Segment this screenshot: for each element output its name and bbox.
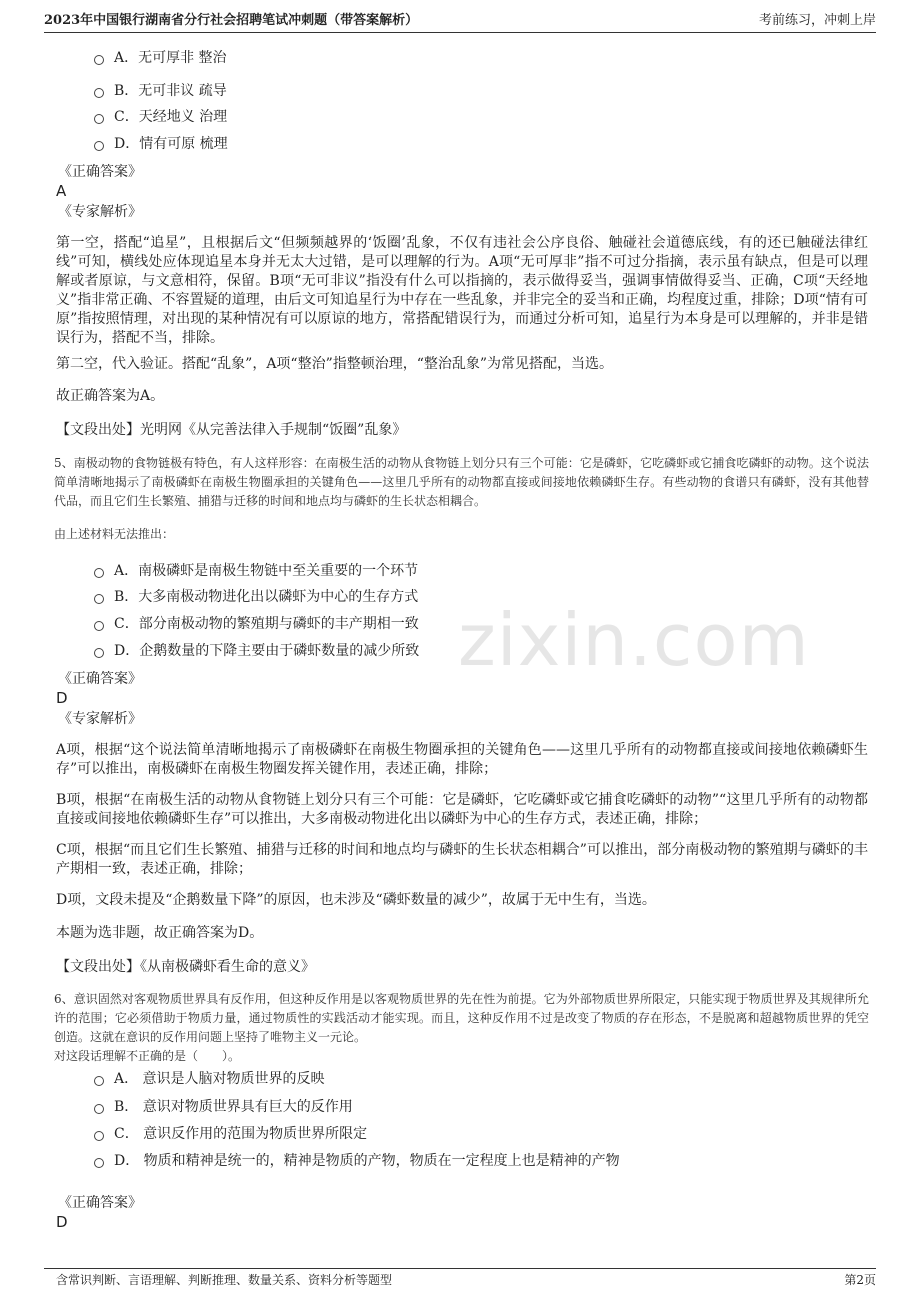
option-text: C． 意识反作用的范围为物质世界所限定	[114, 1126, 368, 1142]
option-text: B．无可非议 疏导	[114, 83, 227, 99]
q5-analysis-d: D项，文段未提及“企鹅数量下降”的原因，也未涉及“磷虾数量的减少”，故属于无中生有，当选。	[56, 892, 656, 908]
q5-option-b[interactable]	[94, 587, 418, 607]
radio-icon	[94, 1131, 104, 1141]
q4-option-d[interactable]	[94, 134, 228, 154]
q5-analysis-c: C项，根据“而且它们生长繁殖、捕猎与迁移的时间和地点均与磷虾的生长状态相耦合”可以推出，部分南极动物的繁殖期与磷虾的丰产期相一致，表述正确，排除；	[56, 842, 868, 877]
q4-analysis-para-2: 第二空，代入验证。搭配“乱象”，A项“整治”指整顿治理，“整治乱象”为常见搭配，当选。	[56, 356, 614, 372]
option-text: C．部分南极动物的繁殖期与磷虾的丰产期相一致	[114, 616, 419, 632]
radio-icon	[94, 141, 104, 151]
q5-analysis-a: A项，根据“这个说法简单清晰地揭示了南极磷虾在南极生物圈承担的关键角色——这里几乎所有的动物都直接或间接地依赖磷虾生存”可以推出，南极磷虾在南极生物圈发挥关键作用，表述正确，排除；	[56, 742, 868, 777]
option-text: B．大多南极动物进化出以磷虾为中心的生存方式	[114, 589, 419, 605]
watermark: zixin.com	[458, 598, 810, 682]
q5-answer: D	[56, 689, 68, 707]
option-text: A．无可厚非 整治	[114, 50, 227, 66]
page-footer	[44, 1268, 876, 1291]
footer-question-types: 含常识判断、言语理解、判断推理、数量关系、资料分析等题型	[56, 1273, 393, 1287]
q5-option-a[interactable]	[94, 561, 418, 581]
option-text: D． 物质和精神是统一的，精神是物质的产物，物质在一定程度上也是精神的产物	[114, 1153, 620, 1169]
q5-analysis-b: B项，根据“在南极生活的动物从食物链上划分只有三个可能：它是磷虾，它吃磷虾或它捕食吃磷虾的动物”“这里几乎所有的动物都直接或间接地依赖磷虾生存”可以推出，大多南极动物进化出以磷虾为中心的生存方式，表述正确，排除；	[56, 792, 868, 827]
q5-option-d[interactable]	[94, 641, 419, 661]
radio-icon	[94, 1158, 104, 1168]
q5-question: 由上述材料无法推出：	[54, 527, 175, 541]
q6-option-d[interactable]	[94, 1151, 620, 1171]
page-header	[44, 10, 876, 33]
option-text: A． 意识是人脑对物质世界的反映	[114, 1071, 325, 1087]
option-text: D．情有可原 梳理	[114, 136, 228, 152]
q4-answer: A	[56, 182, 67, 200]
radio-icon	[94, 594, 104, 604]
q5-analysis-conclusion: 本题为选非题，故正确答案为D。	[56, 925, 264, 941]
radio-icon	[94, 1076, 104, 1086]
q4-analysis-label: 《专家解析》	[58, 204, 142, 220]
q5-answer-label: 《正确答案》	[58, 671, 142, 687]
radio-icon	[94, 1104, 104, 1114]
q5-source: 【文段出处】《从南极磷虾看生命的意义》	[56, 959, 315, 975]
radio-icon	[94, 621, 104, 631]
q4-option-c[interactable]	[94, 107, 227, 127]
option-text: D．企鹅数量的下降主要由于磷虾数量的减少所致	[114, 643, 420, 659]
q4-answer-label: 《正确答案》	[58, 164, 142, 180]
q6-answer: D	[56, 1213, 68, 1231]
q4-analysis-para-1: 第一空，搭配“追星”，且根据后文“但频频越界的‘饭圈’乱象，不仅有违社会公序良俗、触碰社会道德底线，有的还已触碰法律红线”可知，横线处应体现追星本身并无太大过错，是可以理解的行为。A项“无可厚非”指不可过分指摘，表示虽有缺点，但是可以理解或者原谅，与文意相符，保留。B项“无可非议”指没有什么可以指摘的，表示做得妥当，强调事情做得妥当、正确，C项“天经地义”指非常正确、不容置疑的道理，由后文可知追星行为中存在一些乱象，并非完全的妥当和正确，均程度过重，排除；D项“情有可原”指按照情理，对出现的某种情况有可以原谅的地方，常搭配错误行为，而通过分析可知，追星行为本身是可以理解的，并非是错误行为，搭配不当，排除。	[56, 235, 868, 346]
q4-source: 【文段出处】光明网《从完善法律入手规制“饭圈”乱象》	[56, 422, 407, 438]
q4-analysis-para-3: 故正确答案为A。	[56, 388, 165, 404]
radio-icon	[94, 568, 104, 578]
q6-option-b[interactable]	[94, 1097, 353, 1117]
q4-option-a[interactable]	[94, 48, 227, 68]
q6-option-a[interactable]	[94, 1069, 325, 1089]
radio-icon	[94, 114, 104, 124]
header-slogan: 考前练习，冲刺上岸	[758, 13, 876, 28]
option-text: C．天经地义 治理	[114, 109, 228, 125]
q6-stem: 6、意识固然对客观物质世界具有反作用，但这种反作用是以客观物质世界的先在性为前提。它为外部物质世界所限定，只能实现于物质世界及其规律所允许的范围；它必须借助于物质力量，通过物质性的实践活动才能实现。而且，这种反作用不过是改变了物质的存在形态，不是脱离和超越物质世界的凭空创造。这就在意识的反作用问题上坚持了唯物主义一元论。	[54, 992, 869, 1044]
q5-option-c[interactable]	[94, 614, 419, 634]
page-number: 第2页	[844, 1273, 876, 1287]
document-title: 2023年中国银行湖南省分行社会招聘笔试冲刺题（带答案解析）	[44, 13, 419, 28]
option-text: B． 意识对物质世界具有巨大的反作用	[114, 1099, 353, 1115]
q4-option-b[interactable]	[94, 81, 227, 101]
radio-icon	[94, 648, 104, 658]
radio-icon	[94, 88, 104, 98]
q5-analysis-label: 《专家解析》	[58, 711, 142, 727]
q5-stem: 5、南极动物的食物链极有特色，有人这样形容：在南极生活的动物从食物链上划分只有三个可能：它是磷虾，它吃磷虾或它捕食吃磷虾的动物。这个说法简单清晰地揭示了南极磷虾在南极生物圈承担的关键角色——这里几乎所有的动物都直接或间接地依赖磷虾生存。有些动物的食谱只有磷虾，没有其他替代品，而且它们生长繁殖、捕猎与迁移的时间和地点均与磷虾的生长状态相耦合。	[54, 456, 869, 508]
radio-icon	[94, 55, 104, 65]
option-text: A．南极磷虾是南极生物链中至关重要的一个环节	[114, 563, 419, 579]
q6-option-c[interactable]	[94, 1124, 367, 1144]
q6-answer-label: 《正确答案》	[58, 1195, 142, 1211]
q6-question: 对这段话理解不正确的是（ ）。	[54, 1049, 241, 1063]
